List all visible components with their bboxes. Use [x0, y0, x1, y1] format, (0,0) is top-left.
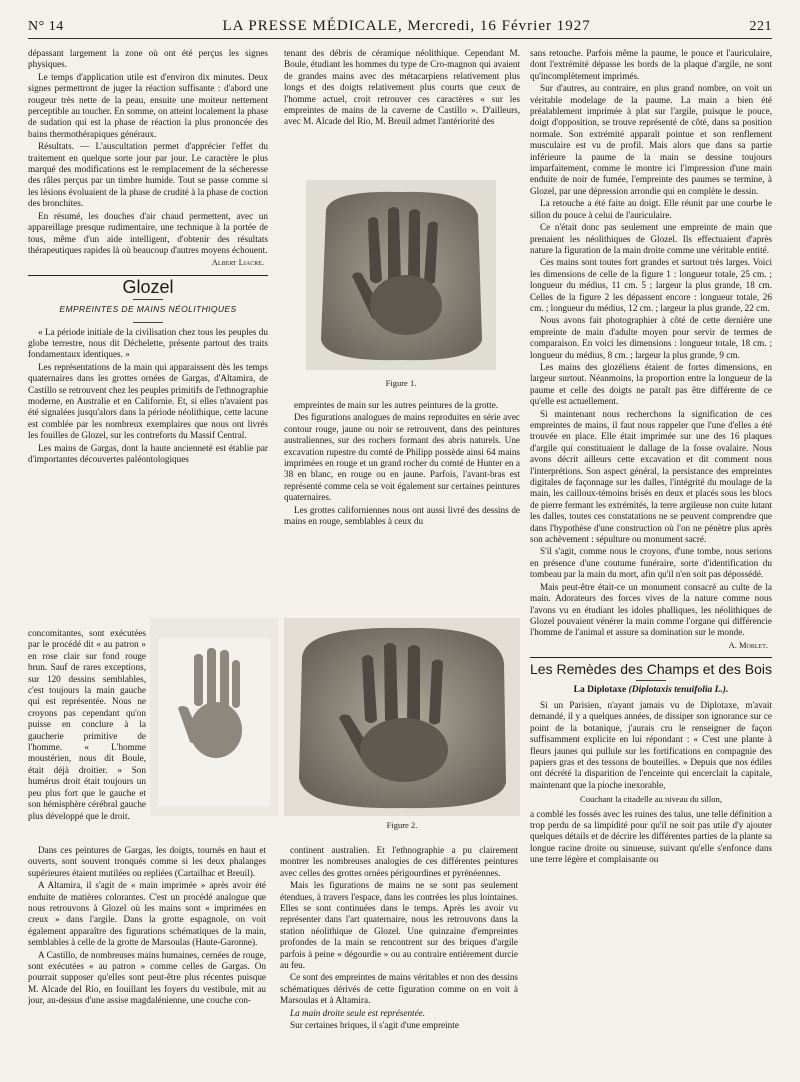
paragraph: Nous avons fait photographier à côté de cette dernière une empreinte de main d'adulte moyen pour servir de termes de comparaison. En voici les dimensions : longueur totale, 18 cm. ; longueur du médius, 8 cm. ; largeur la plus grande, 9 cm.	[530, 315, 772, 360]
narrow-column-text	[28, 628, 146, 846]
figure-2-caption: Figure 2.	[386, 820, 418, 830]
paragraph: Ces mains sont toutes fort grandes et surtout très larges. Voici les dimensions de celle de la figure 1 : longueur totale, 25 cm. ; longueur du médius, 11 cm. 5 ; largeur la plus grande, 18 cm. Celles de la figure 2 les dépassent encore : longueur totale, 26 cm. ; longueur du médius, 12 cm. ; largeur la plus grande, 22 cm.	[530, 257, 772, 313]
paragraph: sans retouche. Parfois même la paume, le pouce et l'auriculaire, dont l'extrémité dépasse les bords de la plaque d'argile, ne sont qu'incomplètement imprimés.	[530, 48, 772, 81]
paragraph: Dans ces peintures de Gargas, les doigts, tournés en haut et ouverts, sont souvent tronqués comme si les deux phalanges supérieures étaient mutilées ou repliées (Cartailhac et Breuil).	[28, 845, 266, 878]
lower-right-column	[280, 845, 518, 1081]
figure-2-right-image	[284, 618, 520, 816]
hand-imprint-brick-icon	[306, 180, 496, 370]
paragraph: empreintes de main sur les autres peintures de la grotte.	[294, 400, 499, 410]
paragraph: Des figurations analogues de mains reproduites en série avec contour rouge, jaune ou noir se retrouvent, dans des peintures australiennes, sur des rochers formant des abris naturels. Une excavation rupestre du comté de Philipp possède ainsi 64 mains imprimées en rouge et un grand rocher du comté de Hunter en a 38 en blanc, en rouge ou en jaune. Parfois, l'avant-bras est représenté comme cela se voit également sur certaines peintures quaternaires.	[284, 412, 520, 503]
paragraph: « La période initiale de la civilisation chez tous les peuples du globe terrestre, nous dit Déchelette, présente partout des traits fondamentaux identiques. »	[28, 326, 268, 360]
paragraph: Les grottes californiennes nous ont aussi livré des dessins de mains en rouge, semblables à ceux du	[284, 504, 520, 527]
paragraph: Les mains des glozéliens étaient de fortes dimensions, en largeur surtout. Néanmoins, la proportion entre la longueur de la paume et celle des doigts ne paraît pas être différente de ce qu'elle est actuellement.	[530, 361, 772, 407]
figure-1-caption: Figure 1.	[385, 378, 417, 388]
section-divider	[530, 657, 772, 658]
paragraph: Mais les figurations de mains ne se sont pas seulement étendues, à travers l'espace, dans les contrées les plus lointaines. Elles se sont continuées dans le temps. Après les avoir vu représenter dans l'art quaternaire, nous les retrouvons dans la station néolithique de Glozel. Une quinzaine d'empreintes profondes de la main se rencontrent sur des briques d'argile parfois à peine « dégourdie » ou au contraire entièrement durcie au feu.	[280, 880, 518, 971]
lower-text-block	[28, 845, 518, 1081]
page-number: 221	[749, 19, 772, 34]
paragraph: tenant des débris de céramique néolithique. Cependant M. Boule, étudiant les hommes du type de Cro-magnon qui avaient de grandes mains avec des métacarpiens relativement plus longs et des doigts relativement plus courts que ceux de l'homme actuel, croit retrouver ces caractères « sur les empreintes de mains de la caverne de Castillo ». D'ailleurs, avec M. Alcade del Rio, M. Breuil admet l'antériorité des	[284, 48, 520, 127]
column-1	[28, 48, 268, 466]
section-title: Les Remèdes des Champs et des Bois	[530, 661, 772, 678]
paragraph: Ce n'était donc pas seulement une empreinte de main que prenaient les néolithiques de Glozel. Ils effectuaient d'après nature la figuration de la main droite comme une véritable entité.	[530, 222, 772, 255]
verse-line: Couchant la citadelle au niveau du sillon,	[580, 794, 722, 805]
paragraph: Mais peut-être était-ce un monument consacré au culte de la main. Adorateurs des forces vives de la nature comme nous l'avons vu en étudiant les idoles phalliques, les néolithiques de Glozel pouvaient vénérer la main comme l'organe qui différencie l'homme de l'animal et assure sa domination sur le monde.	[530, 581, 772, 638]
paragraph: continent australien. Et l'ethnographie a pu clairement montrer les nombreuses analogies de ces différentes peintures avec celles des grottes ornées périgourdines et pyrénéennes.	[280, 845, 518, 878]
paragraph: A Altamira, il s'agit de « main imprimée » après avoir été enduite de matières colorantes. C'est un procédé analogue que nous retrouvons à Glozel où les mains sont « imprimées en creux » dans l'argile. Dans la grotte espagnole, on voit également apparaître des figurations schématiques de la main, semblables à celle de la grotte de Marsoulas (Haute-Garonne).	[28, 880, 266, 948]
title-rule	[133, 299, 163, 300]
column-2-middle	[284, 400, 520, 610]
hand-imprint-brick-icon	[284, 618, 520, 816]
paragraph: La main droite seule est représentée.	[290, 1007, 426, 1018]
paragraph: Sur d'autres, au contraire, en plus grand nombre, on voit un véritable modelage de la paume. La main a bien été préalablement imprimée à plat sur l'argile, puisque le pouce, doigt d'opposition, se trouve représenté de côté, dans sa position normale. Son extrémité apparaît pointue et son renflement musculaire est vu de profil. Mais alors que dans sa partie inférieure la paume de la main se dessine toujours imparfaitement, comme le montre ici l'impression d'une main enduite de noir de fumée, l'empreinte des paumes se termine, à Glozel, par une dépression arrondie qui en complète le dessin.	[530, 83, 772, 196]
figure-2-left-image	[150, 618, 278, 816]
section-title: Glozel	[122, 276, 174, 297]
author-signature: Albert Liacre.	[211, 257, 264, 268]
journal-title: LA PRESSE MÉDICALE, Mercredi, 16 Février 1927	[222, 18, 591, 34]
black-hand-print-icon	[150, 618, 278, 816]
paragraph: A Castillo, de nombreuses mains humaines, cernées de rouge, sont exécutées « au patron » comme celles de Gargas. On pourrait supposer qu'elles sont peut-être plus récentes puisque M. Alcade del Rio, en fouillant les foyers du vestibule, mit au jour, au-dessus d'une assise magdalénienne, une couche con-	[28, 949, 266, 1006]
paragraph: S'il s'agit, comme nous le croyons, d'une tombe, nous serions en présence d'une coutume funéraire, sorte d'identification du tombeau par la main du mort, afin qu'il n'en soit pas dépossédé.	[530, 546, 772, 580]
plant-name: La Diplotaxe	[573, 684, 627, 695]
paragraph: Si un Parisien, n'ayant jamais vu de Diplotaxe, m'avait demandé, il y a quelques années, de dissiper son ignorance sur ce point de la botanique, j'aurais cru le renseigner de façon suffisamment explicite en lui répondant : « C'est une plante à fleurs jaunes qui pullule sur les fortifications en compagnie des papiers gras et des tessons de bouteilles. » Depuis que nos édiles ont décrété la disparition de l'enceinte qui encerclait la capitale, maintenant que la pioche inexorable,	[530, 699, 772, 790]
title-rule	[636, 680, 666, 681]
section-subtitle: EMPREINTES DE MAINS NÉOLITHIQUES	[59, 304, 237, 315]
paragraph: Résultats. — L'auscultation permet d'apprécier l'effet du traitement en quelque sorte jour par jour. Le caractère le plus marqué des modifications est le remplacement de la sécheresse des râles perçus par un timbre humide. Tout se passe comme si les lésions évoluaient de la phase de crudité à la phase de coction des bronchites.	[28, 141, 268, 209]
paragraph: En résumé, les douches d'air chaud permettent, avec un appareillage presque rudimentaire, une technique à la portée de tous, même d'un aide intelligent, d'obtenir des résultats thérapeutiques rapides là où beaucoup d'autres moyens échouent.	[28, 210, 268, 255]
paragraph: La retouche a été faite au doigt. Elle réunit par une courbe le sillon du pouce à celui de l'auriculaire.	[530, 198, 772, 220]
page-header	[28, 18, 772, 39]
paragraph: Les mains de Gargas, dont la haute ancienneté est établie par d'importantes découvertes paléontologiques	[28, 442, 268, 464]
plant-title	[530, 685, 772, 696]
paragraph: a comblé les fossés avec les ruines des talus, une telle définition a trop perdu de sa limpidité pour qu'il ne soit pas utile d'y ajouter quelques détails et de décrire les différentes parties de la plante sa longue racine droite ou sinueuse, suivant qu'elle s'enfonce dans une terre légère et complaisante ou	[530, 808, 772, 865]
paragraph: Les représentations de la main qui apparaissent dès les temps quaternaires dans les grottes ornées de Gargas, d'Altamira, de Castillo se retrouvent chez les peuples primitifs de l'ethnographie moderne, en Australie et en Californie. Et, si elles n'avaient pas été signalées jusqu'alors dans la période néolithique, cette lacune est comblée par les nombreux exemplaires que nous ont livrés les fouilles de Glozel, sur les contreforts du Massif Central.	[28, 361, 268, 441]
plant-latin-name: (Diplotaxis tenuifolia L.).	[628, 684, 729, 695]
section-divider	[28, 275, 268, 276]
column-3	[530, 48, 772, 1078]
author-signature: A. Morlet.	[728, 639, 768, 650]
paragraph: Sur certaines briques, il s'agit d'une empreinte	[290, 1020, 459, 1031]
title-rule	[133, 322, 163, 323]
paragraph: Ce sont des empreintes de mains véritables et non des dessins schématiques dérivés de cette figuration comme on en voit à Marsoulas et à Altamira.	[280, 972, 518, 1006]
column-2-top	[284, 48, 520, 174]
paragraph: Le temps d'application utile est d'environ dix minutes. Deux signes permettront de juger la réaction suffisante : d'abord une rougeur très nette de la peau, ensuite une moiteur nettement perceptible au toucher. En somme, on atteint localement la phase de sudation qui est la phase de réaction la plus prononcée des bains thermothérapiques généraux.	[28, 71, 268, 139]
paragraph: Si maintenant nous recherchons la signification de ces empreintes de mains, il faut nous rappeler que l'une d'elles a été trouvée en place. Elle était imprimée sur une des 16 plaques d'argile qui constituaient le dallage de la fosse ovalaire. Nous avons décrit ailleurs cette excavation et dit comment nous l'interprétions. Son aspect général, la persistance des empreintes digitales de façonnage sur les dalles, l'intégrité du moulage de la main, les cailloux-témoins brisés en deux et placés sous les blocs de pierre fermant les extrémités, la terre argileuse non cuite lutant les dalles, toutes ces constatations ne se peuvent comprendre que dans l'hypothèse d'une construction où l'on ne pénètre plus après son achèvement : sépulture ou monument sacré.	[530, 408, 772, 545]
issue-number: N° 14	[28, 19, 64, 34]
paragraph: concomitantes, sont exécutées par le procédé dit « au patron » en rose clair sur fond rouge brun. Sauf de rares exceptions, sur 120 dessins semblables, c'est toujours la main gauche qui est représentée. Nous ne croyons pas cependant qu'on puisse en conclure à la gaucherie primitive de l'homme. « L'homme moustérien, nous dit Boule, était déjà droitier. » Son humérus droit était toujours un peu plus fort que le gauche et son hémisphère cérébral gauche plus développé que le droit.	[28, 628, 146, 821]
lower-left-column	[28, 845, 266, 1081]
figure-1-image	[306, 180, 496, 370]
paragraph: dépassant largement la zone où ont été perçus les signes physiques.	[28, 48, 268, 70]
